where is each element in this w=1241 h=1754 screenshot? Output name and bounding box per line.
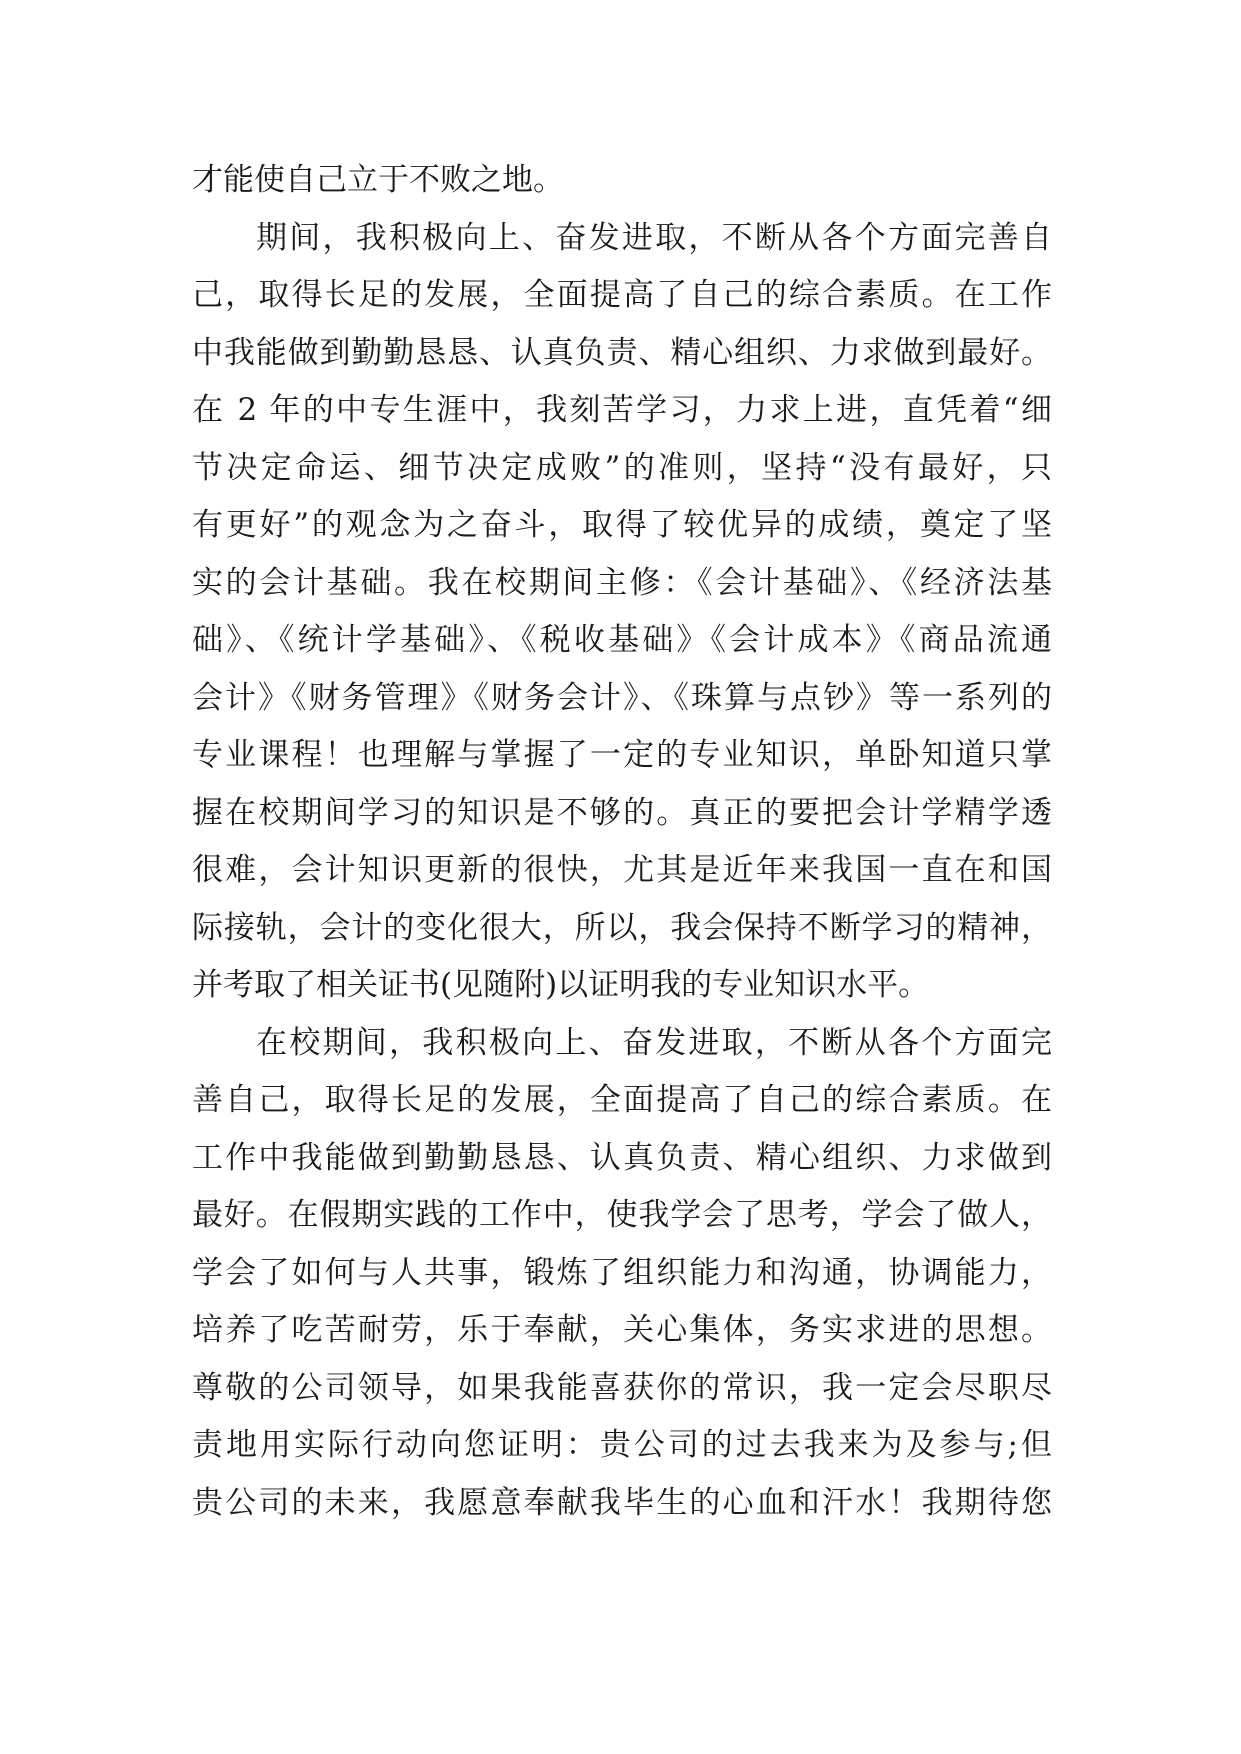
text-line: 培养了吃苦耐劳，乐于奉献，关心集体，务实求进的思想。 [192,1312,1052,1348]
text-line: 己，取得长足的发展，全面提高了自己的综合素质。在工作 [192,277,1052,313]
text-line: 很难，会计知识更新的很快，尤其是近年来我国一直在和国 [192,852,1052,888]
text-line: 在校期间，我积极向上、奋发进取，不断从各个方面完 [256,1024,1052,1061]
text-line: 期间，我积极向上、奋发进取，不断从各个方面完善自 [256,219,1052,256]
text-line: 会计》《财务管理》《财务会计》、《珠算与点钞》等一系列的 [192,679,1052,716]
text-line: 工作中我能做到勤勤恳恳、认真负责、精心组织、力求做到 [192,1139,1052,1176]
text-line: 中我能做到勤勤恳恳、认真负责、精心组织、力求做到最好。 [192,334,1052,371]
text-line: 并考取了相关证书(见随附)以证明我的专业知识水平。 [192,967,930,1003]
text-line: 学会了如何与人共事，锻炼了组织能力和沟通，协调能力， [192,1254,1052,1291]
text-line: 础》、《统计学基础》、《税收基础》《会计成本》《商品流通 [192,622,1052,658]
text-line: 节决定命运、细节决定成败”的准则，坚持“没有最好，只 [192,449,1052,486]
paragraph [192,1015,1052,1533]
text-line: 际接轨，会计的变化很大，所以，我会保持不断学习的精神， [192,909,1052,946]
text-line: 专业课程！也理解与掌握了一定的专业知识，单卧知道只掌 [192,737,1052,773]
text-line: 尊敬的公司领导，如果我能喜获你的常识，我一定会尽职尽 [192,1369,1052,1406]
text-line: 有更好”的观念为之奋斗，取得了较优异的成绩，奠定了坚 [192,507,1052,543]
text-line: 握在校期间学习的知识是不够的。真正的要把会计学精学透 [192,794,1052,831]
document-body [192,152,1052,1532]
paragraph [192,152,1052,210]
text-line: 在 2 年的中专生涯中，我刻苦学习，力求上进，直凭着“细 [192,392,1052,428]
text-line: 实的会计基础。我在校期间主修：《会计基础》、《经济法基 [192,564,1052,601]
paragraph [192,210,1052,1015]
text-line: 最好。在假期实践的工作中，使我学会了思考，学会了做人， [192,1197,1052,1233]
text-line: 贵公司的未来，我愿意奉献我毕生的心血和汗水！我期待您 [192,1484,1052,1521]
text-line: 才能使自己立于不败之地。 [192,162,564,198]
text-line: 责地用实际行动向您证明：贵公司的过去我来为及参与;但 [192,1427,1052,1463]
text-line: 善自己，取得长足的发展，全面提高了自己的综合素质。在 [192,1082,1052,1118]
